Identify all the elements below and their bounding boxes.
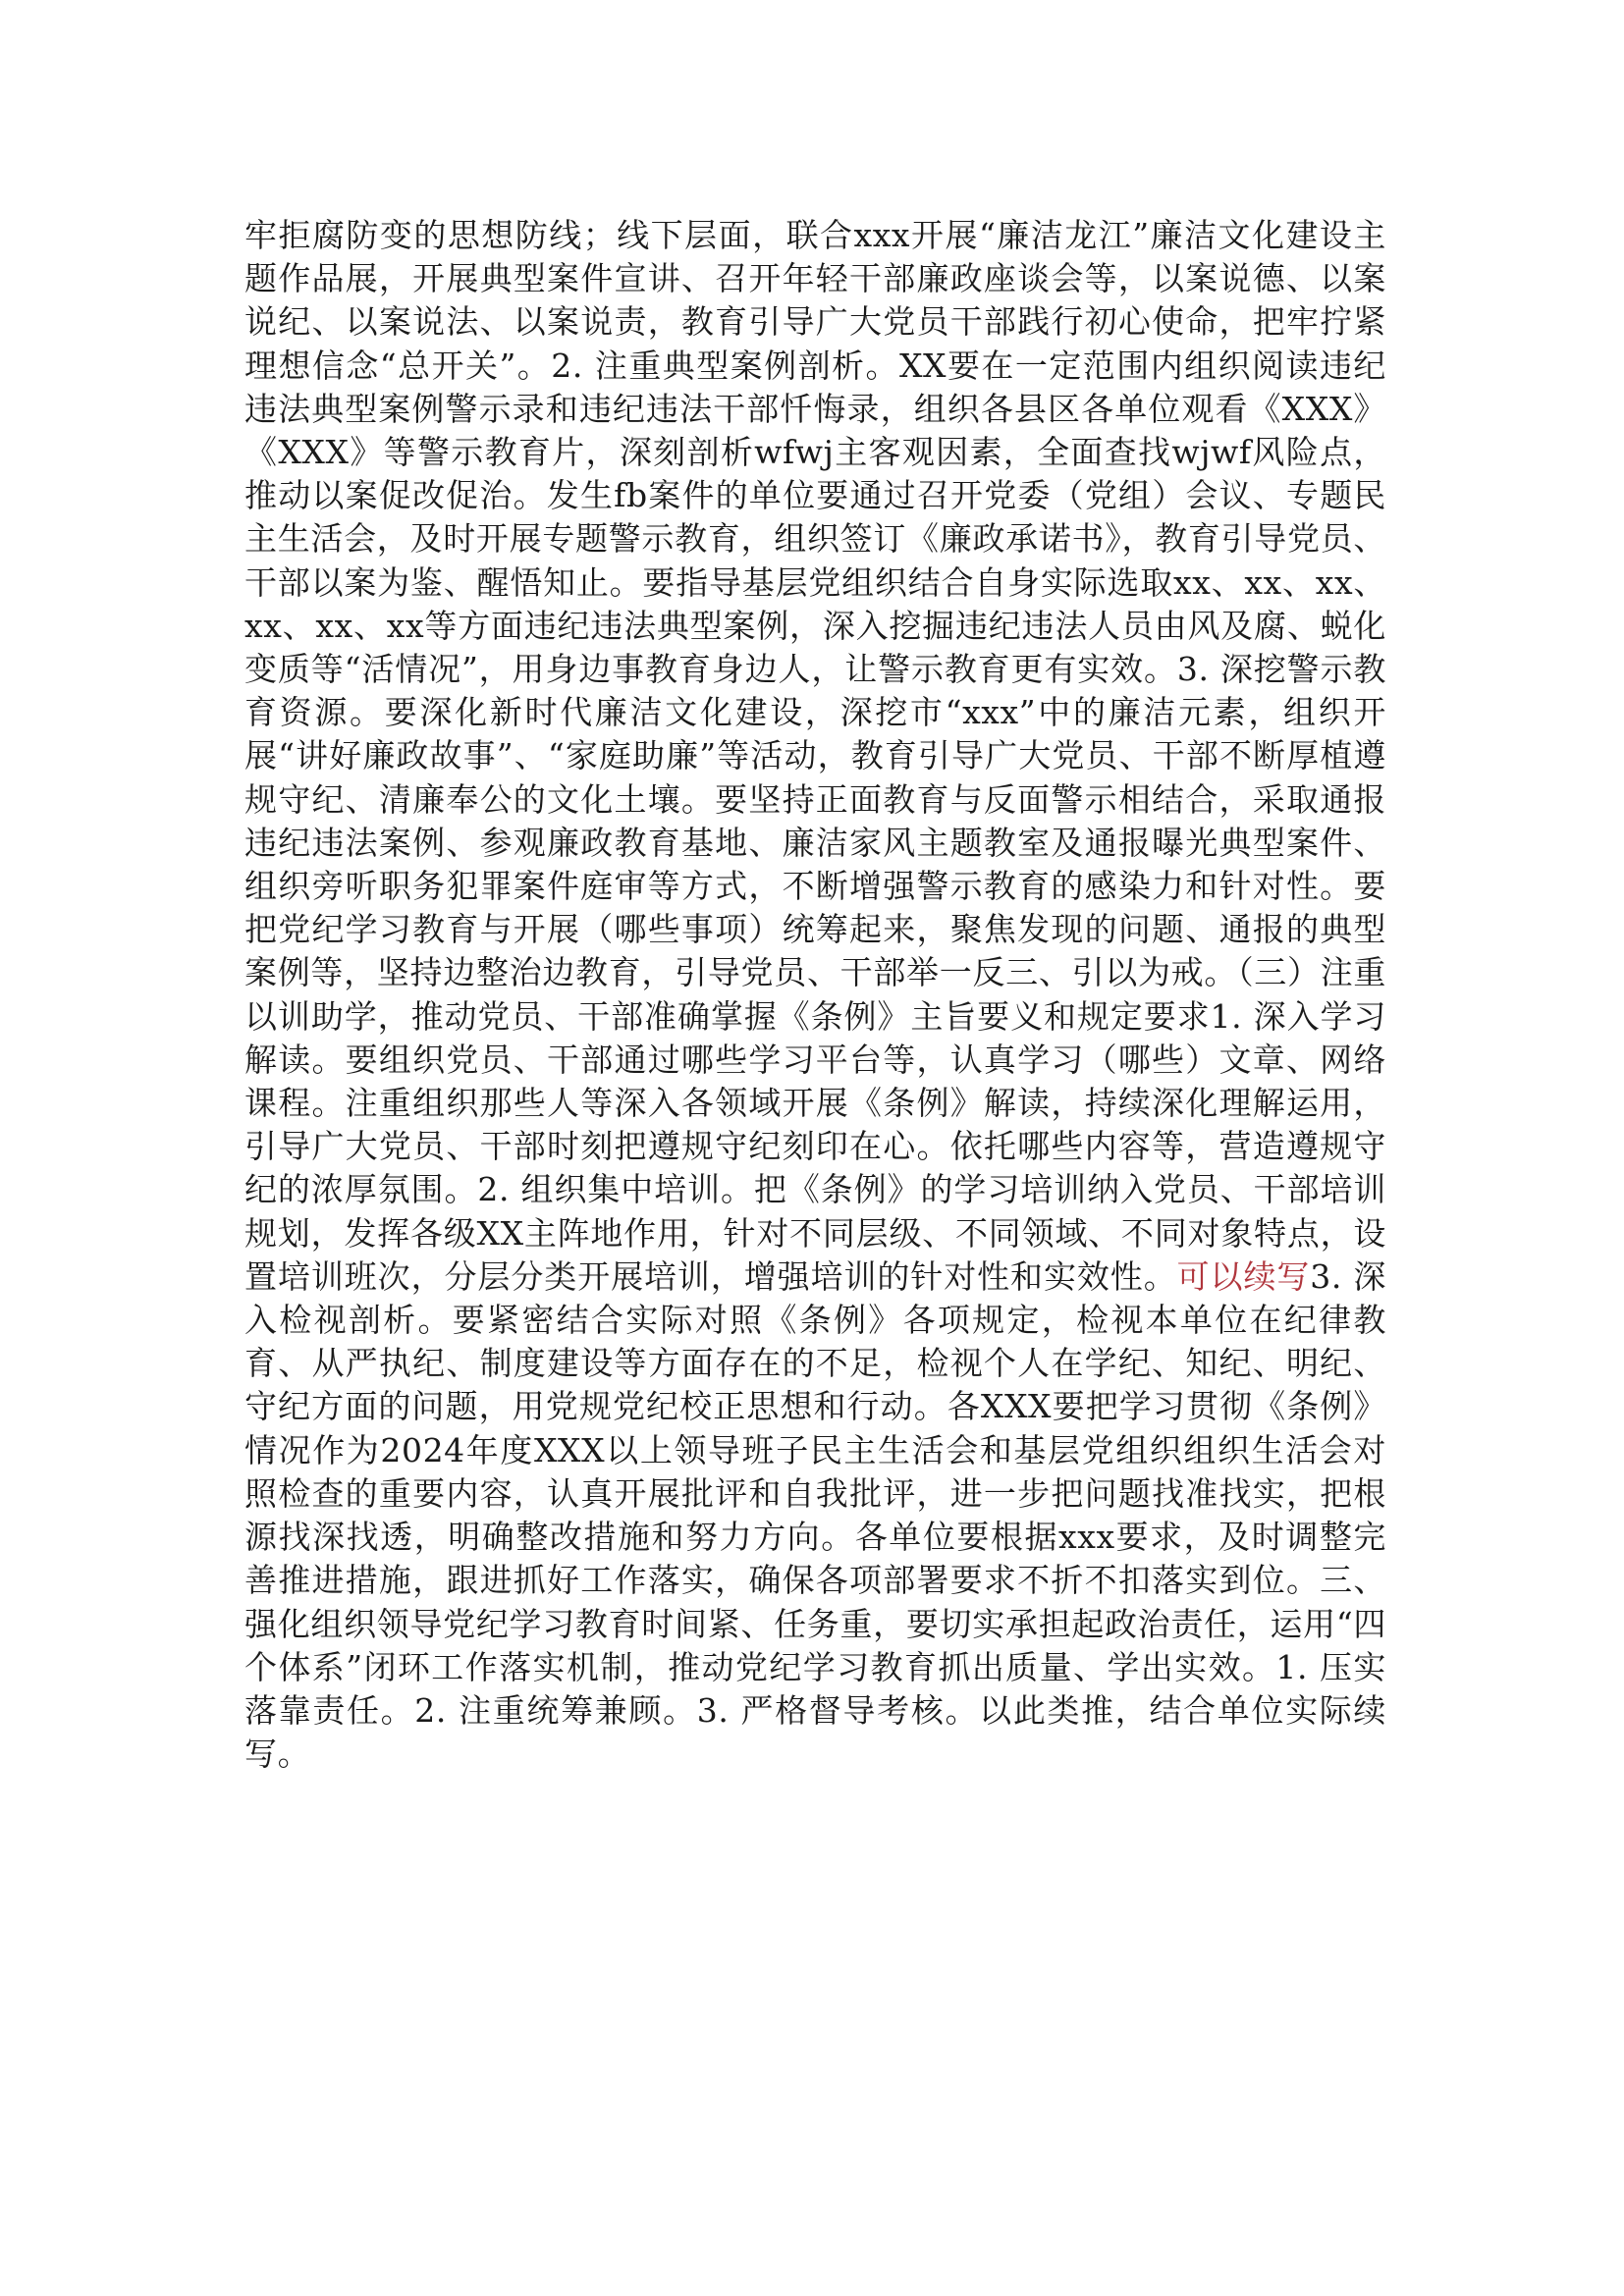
continue-writing-note: 可以续写 [1176,1256,1311,1296]
body-text-part-2: 3. 深入检视剖析。要紧密结合实际对照《条例》各项规定，检视本单位在纪律教育、从严执纪、制度建设等方面存在的不足，检视个人在学纪、知纪、明纪、守纪方面的问题，用党规党纪校正思想和行动。各XXX要把学习贯彻《条例》情况作为2024年度XXX以上领导班子民主生活会和基层党组织组织生活会对照检查的重要内容，认真开展批评和自我批评，进一步把问题找准找实，把根源找深找透，明确整改措施和努力方向。各单位要根据xxx要求，及时调整完善推进措施，跟进抓好工作落实，确保各项部署要求不折不扣落实到位。三、强化组织领导党纪学习教育时间紧、任务重，要切实承担起政治责任，运用“四个体系”闭环工作落实机制，推动党纪学习教育抓出质量、学出实效。1. 压实落靠责任。2. 注重统筹兼顾。3. 严格督导考核。以此类推，结合单位实际续写。 [244,1256,1386,1774]
body-text-part-1: 牢拒腐防变的思想防线；线下层面，联合xxx开展“廉洁龙江”廉洁文化建设主题作品展，开展典型案件宣讲、召开年轻干部廉政座谈会等，以案说德、以案说纪、以案说法、以案说责，教育引导广大党员干部践行初心使命，把牢拧紧理想信念“总开关”。2. 注重典型案例剖析。XX要在一定范围内组织阅读违纪违法典型案例警示录和违纪违法干部忏悔录，组织各县区各单位观看《XXX》《XXX》等警示教育片，深刻剖析wfwj主客观因素，全面查找wjwf风险点，推动以案促改促治。发生fb案件的单位要通过召开党委（党组）会议、专题民主生活会，及时开展专题警示教育，组织签订《廉政承诺书》，教育引导党员、干部以案为鉴、醒悟知止。要指导基层党组织结合自身实际选取xx、xx、xx、xx、xx、xx等方面违纪违法典型案例，深入挖掘违纪违法人员由风及腐、蜕化变质等“活情况”，用身边事教育身边人，让警示教育更有实效。3. 深挖警示教育资源。要深化新时代廉洁文化建设，深挖市“xxx”中的廉洁元素，组织开展“讲好廉政故事”、“家庭助廉”等活动，教育引导广大党员、干部不断厚植遵规守纪、清廉奉公的文化土壤。要坚持正面教育与反面警示相结合，采取通报违纪违法案例、参观廉政教育基地、廉洁家风主题教室及通报曝光典型案件、组织旁听职务犯罪案件庭审等方式，不断增强警示教育的感染力和针对性。要把党纪学习教育与开展（哪些事项）统筹起来，聚焦发现的问题、通报的典型案例等，坚持边整治边教育，引导党员、干部举一反三、引以为戒。（三）注重以训助学，推动党员、干部准确掌握《条例》主旨要义和规定要求1. 深入学习解读。要组织党员、干部通过哪些学习平台等，认真学习（哪些）文章、网络课程。注重组织那些人等深入各领域开展《条例》解读，持续深化理解运用，引导广大党员、干部时刻把遵规守纪刻印在心。依托哪些内容等，营造遵规守纪的浓厚氛围。2. 组织集中培训。把《条例》的学习培训纳入党员、干部培训规划，发挥各级XX主阵地作用，针对不同层级、不同领域、不同对象特点，设置培训班次，分层分类开展培训，增强培训的针对性和实效性。 [244,216,1386,1296]
document-body-text [244,214,1386,1776]
